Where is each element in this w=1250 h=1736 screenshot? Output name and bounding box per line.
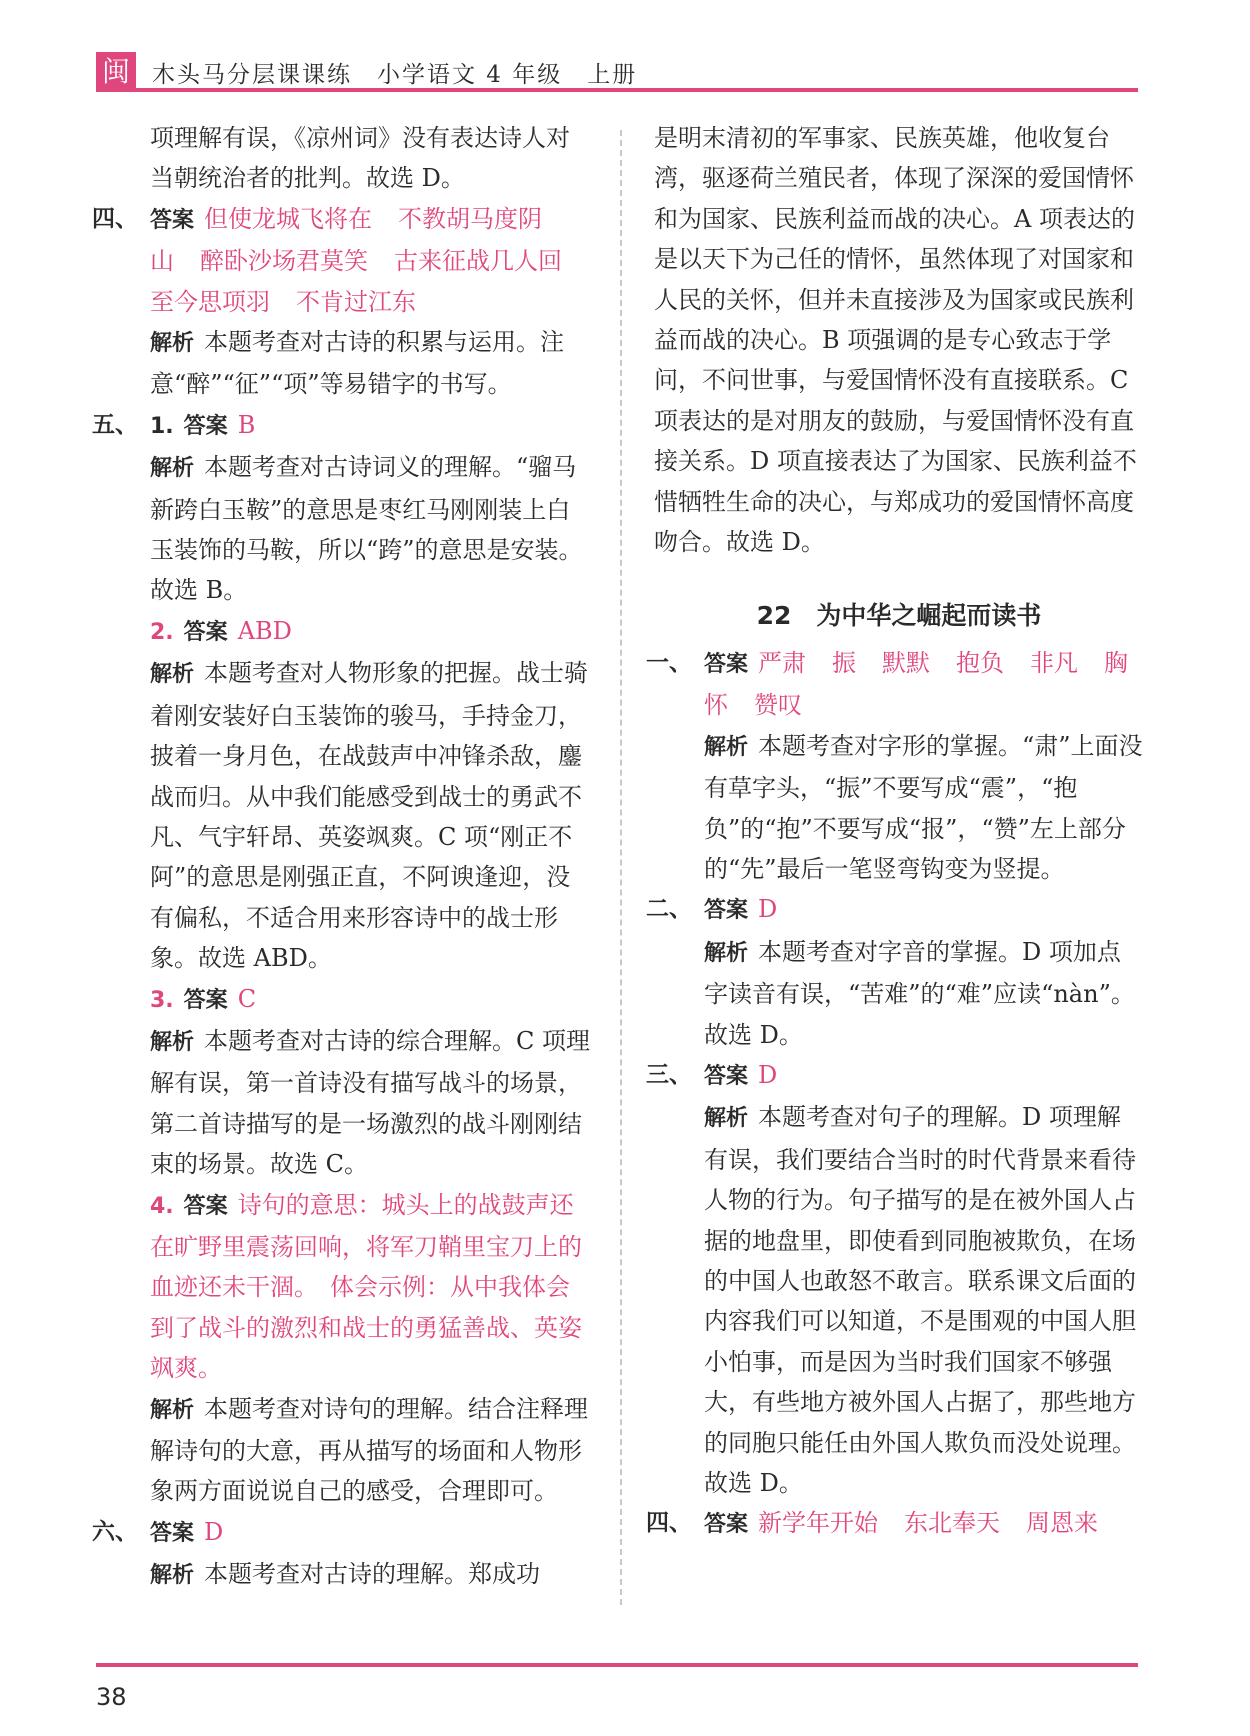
answer-text: D [758, 895, 778, 924]
question-number: 3. [150, 987, 174, 1013]
publisher-logo: 闽 [96, 52, 136, 92]
continued-analysis: 项理解有误，《凉州词》没有表达诗人对当朝统治者的批判。故选 D。 [150, 124, 570, 193]
analysis [100, 1554, 590, 1596]
analysis-label: 解析 [704, 734, 749, 760]
answer-text: 至今思项羽 [150, 287, 270, 316]
answer-label: 答案 [150, 1520, 195, 1546]
analysis [100, 653, 590, 978]
answer-text: 赞叹 [754, 691, 802, 720]
question-number: 4. [150, 1193, 174, 1219]
lesson-section-4 [646, 1503, 1144, 1545]
answer-text: 但使龙城飞将在 [204, 204, 373, 233]
analysis [654, 726, 1144, 890]
lesson-title: 22 为中华之崛起而读书 [756, 601, 1042, 631]
answer-text: D [758, 1060, 778, 1089]
question-number: 2. [150, 619, 174, 645]
section-number: 六、 [92, 1518, 138, 1545]
answer-label: 答案 [704, 1512, 749, 1538]
analysis [654, 932, 1144, 1055]
answer-label: 答案 [704, 1063, 749, 1089]
analysis-text: 本题考查对字形的掌握。“肃”上面没有草字头，“振”不要写成“震”，“抱负”的“抱”不要写成“报”，“赞”左上部分的“先”最后一笔竖弯钩变为竖提。 [704, 731, 1143, 883]
answer-text: ABD [237, 616, 292, 645]
section-number: 五、 [92, 411, 138, 438]
answer-text: 不肯过江东 [296, 287, 416, 316]
section-5-q2 [100, 611, 590, 653]
answer-label: 答案 [183, 619, 228, 645]
answer-text: 不教胡马度阴山 [150, 204, 543, 276]
header-rule [96, 88, 1138, 92]
analysis-text: 本题考查对古诗词义的理解。“骝马新跨白玉鞍”的意思是枣红马刚刚装上白玉装饰的马鞍，所以“跨”的意思是安装。故选 B。 [150, 453, 583, 605]
analysis-label: 解析 [704, 1106, 749, 1132]
section-number: 四、 [92, 205, 138, 232]
left-column [92, 118, 591, 1597]
section-number: 四、 [646, 1510, 692, 1537]
answer-label: 答案 [704, 898, 749, 924]
analysis-label: 解析 [150, 331, 195, 357]
answer-text: 新学年开始 [758, 1509, 879, 1538]
section-number: 二、 [646, 896, 692, 923]
column-divider [620, 130, 622, 1605]
analysis-text: 本题考查对句子的理解。D 项理解有误，我们要结合当时的时代背景来看待人物的行为。句子描写的是在被外国人占据的地盘里，即使看到同胞被欺负，在场的中国人也敢怒不敢言。联系课文后面的内容我们可以知道，不是围观的中国人胆小怕事，而是因为当时我们国家不够强大，有些地方被外国人占据了，那些地方的同胞只能任由外国人欺负而没处说理。故选 D。 [704, 1103, 1136, 1497]
analysis-text: 本题考查对字音的掌握。D 项加点字读音有误，“苦难”的“难”应读“nàn”。故选 D。 [704, 937, 1135, 1049]
answer-text: 醉卧沙场君莫笑 [200, 247, 368, 276]
section-5-q3 [100, 979, 590, 1021]
answer-text: 抱负 [956, 648, 1005, 677]
answer-text: C [237, 984, 257, 1013]
analysis-label: 解析 [704, 940, 749, 966]
answer-text: D [204, 1517, 224, 1546]
right-column [646, 118, 1144, 1546]
section-number: 一、 [646, 649, 692, 676]
answer-text: 古来征战几人回 [394, 247, 562, 276]
answer-text: 周恩来 [1026, 1509, 1099, 1538]
section-4 [92, 199, 590, 322]
footer-rule [96, 1663, 1138, 1667]
analysis-label: 解析 [150, 1563, 195, 1589]
analysis-label: 解析 [150, 662, 195, 688]
analysis-text: 本题考查对诗句的理解。结合注释理解诗句的大意，再从描写的场面和人物形象两方面说说自己的感受，合理即可。 [150, 1394, 589, 1506]
analysis [100, 1021, 590, 1185]
analysis-text: 本题考查对古诗的理解。郑成功 [204, 1560, 541, 1589]
answer-text: 严肃 [758, 648, 807, 677]
section-number: 三、 [646, 1061, 692, 1088]
answer-label: 答案 [704, 651, 749, 677]
answer-text: 振 [832, 648, 857, 677]
analysis [100, 322, 590, 405]
lesson-section-1 [646, 643, 1144, 726]
answer-label: 答案 [183, 413, 228, 439]
answer-text: 胸怀 [704, 648, 1129, 720]
answer-label: 答案 [183, 987, 228, 1013]
section-5-q4 [100, 1185, 590, 1389]
analysis-label: 解析 [150, 1397, 195, 1423]
question-number: 1. [150, 413, 174, 439]
lesson-section-3 [646, 1055, 1144, 1097]
page-header [96, 52, 1138, 92]
answer-label: 答案 [150, 207, 195, 233]
answer-text: B [237, 410, 256, 439]
lesson-section-2 [646, 889, 1144, 931]
section-5-q1 [92, 405, 590, 447]
page-number: 38 [96, 1683, 127, 1711]
book-title: 木头马分层课课练 小学语文 4 年级 上册 [152, 62, 638, 88]
analysis-text: 本题考查对人物形象的把握。战士骑着刚安装好白玉装饰的骏马，手持金刀，披着一身月色，在战鼓声中冲锋杀敌，鏖战而归。从中我们能感受到战士的勇武不凡、气宇轩昂、英姿飒爽。C 项“刚正不阿”的意思是刚强正直，不阿谀逢迎，没有偏私，不适合用来形容诗中的战士形象。故选 ABD。 [150, 659, 589, 973]
analysis-text: 本题考查对古诗的积累与运用。注意“醉”“征”“项”等易错字的书写。 [150, 328, 565, 399]
analysis [654, 1097, 1144, 1503]
section-6 [92, 1512, 590, 1554]
analysis [100, 1389, 590, 1512]
analysis-label: 解析 [150, 456, 195, 482]
analysis-label: 解析 [150, 1029, 195, 1055]
answer-label: 答案 [183, 1193, 228, 1219]
answer-text: 非凡 [1030, 648, 1079, 677]
answer-text: 默默 [882, 648, 931, 677]
analysis-text: 本题考查对古诗的综合理解。C 项理解有误，第一首诗没有描写战斗的场景，第二首诗描写的是一场激烈的战斗刚刚结束的场景。故选 C。 [150, 1026, 591, 1179]
answer-text: 诗句的意思：城头上的战鼓声还在旷野里震荡回响，将军刀鞘里宝刀上的血迹还未干涸。 体会示例：从中我体会到了战斗的激烈和战士的勇猛善战、英姿飒爽。 [150, 1190, 582, 1383]
answer-text: 东北奉天 [904, 1509, 1001, 1538]
continued-analysis: 是明末清初的军事家、民族英雄，他收复台湾，驱逐荷兰殖民者，体现了深深的爱国情怀和为国家、民族利益而战的决心。A 项表达的是以天下为己任的情怀，虽然体现了对国家和人民的关怀，但并未直接涉及为国家或民族利益而战的决心。B 项强调的是专心致志于学问，不问世事，与爱国情怀没有直接联系。C 项表达的是对朋友的鼓励，与爱国情怀没有直接关系。D 项直接表达了为国家、民族利益不惜牺牲生命的决心，与郑成功的爱国情怀高度吻合。故选 D。 [654, 124, 1137, 557]
analysis [100, 447, 590, 611]
